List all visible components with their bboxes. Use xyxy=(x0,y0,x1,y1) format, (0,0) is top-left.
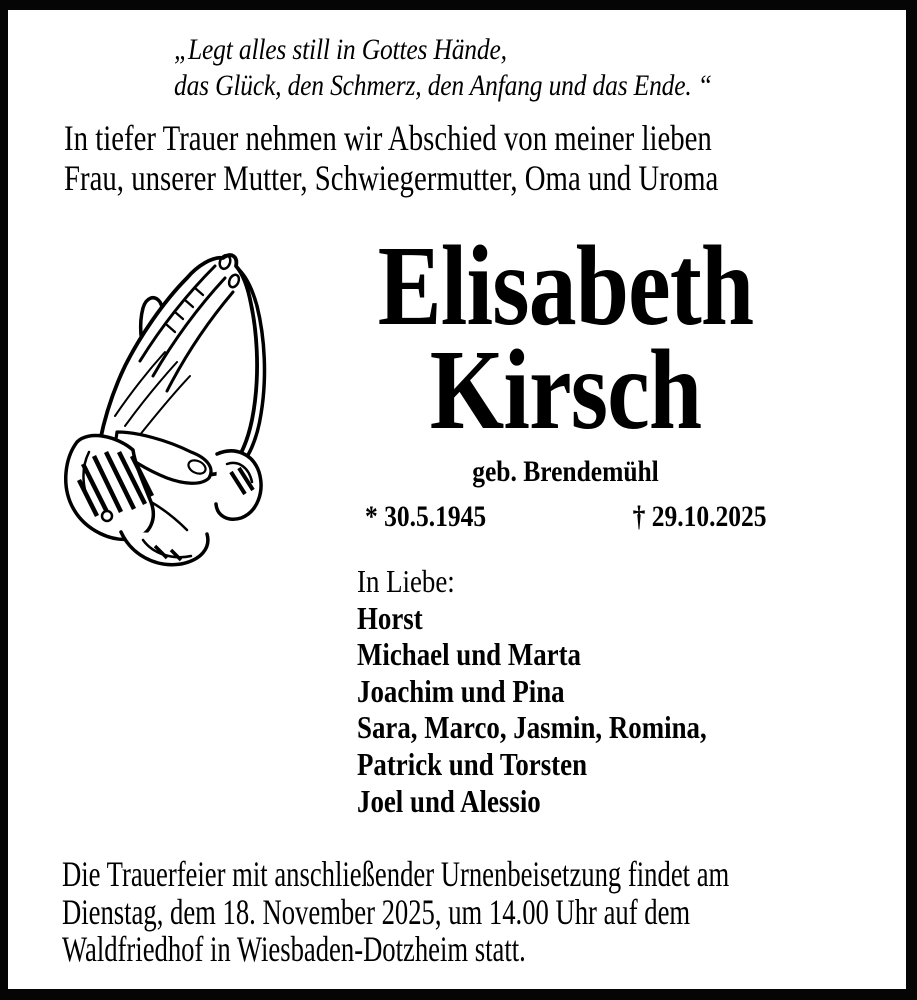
mourner-name: Joel und Alessio xyxy=(357,782,541,819)
intro-line-1: In tiefer Trauer nehmen wir Abschied von meiner lieben xyxy=(64,118,712,158)
deceased-block xyxy=(338,222,793,535)
intro-text xyxy=(64,118,882,198)
death-date: † 29.10.2025 xyxy=(632,500,767,533)
quote-line-1: „Legt alles still in Gottes Hände, xyxy=(174,33,507,66)
deceased-first-name: Elisabeth xyxy=(377,222,754,349)
quote-line-2: das Glück, den Schmerz, den Anfang und das Ende. “ xyxy=(174,69,712,102)
funeral-line-2: Dienstag, dem 18. November 2025, um 14.00 Uhr auf dem xyxy=(62,891,691,932)
praying-hands-icon xyxy=(55,226,345,578)
mourner-name: Michael und Marta xyxy=(357,636,581,673)
funeral-line-1: Die Trauerfeier mit anschließender Urnenbeisetzung findet am xyxy=(62,854,730,894)
funeral-info xyxy=(62,856,917,969)
intro-line-2: Frau, unserer Mutter, Schwiegermutter, Oma und Uroma xyxy=(64,158,719,198)
funeral-line-3: Waldfriedhof in Wiesbaden-Dotzheim statt. xyxy=(62,929,526,969)
mourner-name: Horst xyxy=(357,599,423,636)
birth-date: * 30.5.1945 xyxy=(364,500,486,533)
mourner-name: Joachim und Pina xyxy=(357,672,565,709)
quote-block xyxy=(174,32,807,104)
mourner-name: Patrick und Torsten xyxy=(357,745,588,782)
mourners-heading: In Liebe: xyxy=(357,563,455,599)
life-dates xyxy=(365,499,767,535)
mourners-list xyxy=(357,563,773,819)
maiden-name: geb. Brendemühl xyxy=(472,455,659,488)
deceased-last-name: Kirsch xyxy=(429,326,702,453)
mourner-name: Sara, Marco, Jasmin, Romina, xyxy=(357,709,707,746)
